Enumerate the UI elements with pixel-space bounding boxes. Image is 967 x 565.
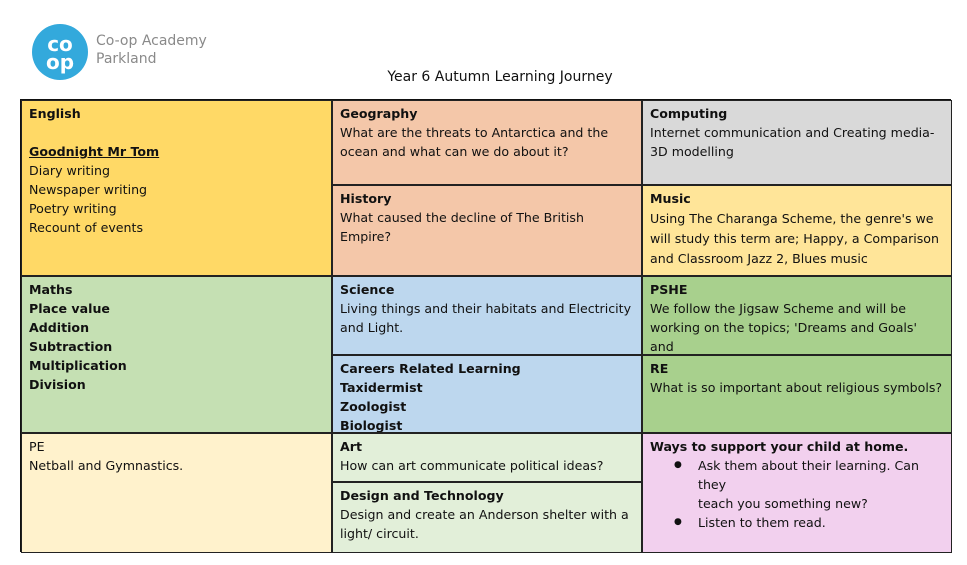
careers-item: Biologist — [340, 418, 403, 433]
learning-journey-grid — [20, 99, 951, 552]
geography-title: Geography — [340, 106, 418, 121]
re-line: What is so important about religious symbols? — [650, 380, 943, 395]
logo-letters-top: co — [47, 32, 73, 56]
science-title: Science — [340, 282, 395, 297]
support-list — [650, 456, 944, 532]
english-item: Newspaper writing — [29, 182, 148, 197]
english-title: English — [29, 106, 81, 121]
support-bullet — [698, 456, 944, 513]
computing-title: Computing — [650, 106, 728, 121]
support-title: Ways to support your child at home. — [650, 439, 909, 454]
support-bullet-line: teach you something new? — [698, 496, 868, 511]
art-title: Art — [340, 439, 362, 454]
history-cell — [332, 185, 642, 276]
page-title: Year 6 Autumn Learning Journey — [387, 69, 613, 85]
music-line: Using The Charanga Scheme, the genre's we — [650, 211, 934, 226]
school-name — [96, 32, 207, 68]
geography-line: ocean and what can we do about it? — [340, 144, 569, 159]
computing-cell — [642, 100, 952, 185]
maths-title: Maths — [29, 282, 73, 297]
pshe-line: working on the topics; 'Dreams and Goals' and — [650, 320, 917, 354]
history-line: Empire? — [340, 229, 392, 244]
history-line: What caused the decline of The British — [340, 210, 584, 225]
support-bullet — [698, 513, 944, 532]
music-line: will study this term are; Happy, a Comparison — [650, 231, 939, 246]
geography-cell — [332, 100, 642, 185]
history-title: History — [340, 191, 392, 206]
english-item: Poetry writing — [29, 201, 117, 216]
maths-item: Subtraction — [29, 339, 113, 354]
geography-line: What are the threats to Antarctica and the — [340, 125, 609, 140]
english-item: Recount of events — [29, 220, 144, 235]
music-line: and Classroom Jazz 2, Blues music — [650, 251, 868, 266]
dt-line: light/ circuit. — [340, 526, 419, 541]
pshe-title: PSHE — [650, 282, 688, 297]
careers-item: Zoologist — [340, 399, 407, 414]
re-title: RE — [650, 361, 669, 376]
computing-line: Internet communication and Creating media- — [650, 125, 935, 140]
maths-item: Place value — [29, 301, 110, 316]
support-bullet-line: ● Ask them about their learning. Can they — [698, 458, 919, 492]
careers-cell — [332, 355, 642, 433]
art-line: How can art communicate political ideas? — [340, 458, 604, 473]
re-cell — [642, 355, 952, 433]
logo-letters-bottom: op — [45, 50, 75, 74]
english-cell — [21, 100, 332, 276]
school-name-line2: Parkland — [96, 51, 157, 67]
english-item: Diary writing — [29, 163, 110, 178]
maths-cell — [21, 276, 332, 433]
music-cell — [642, 185, 952, 276]
maths-item: Multiplication — [29, 358, 127, 373]
english-book: Goodnight Mr Tom — [29, 144, 160, 159]
art-cell — [332, 433, 642, 482]
dt-cell — [332, 482, 642, 553]
pe-line: Netball and Gymnastics. — [29, 458, 184, 473]
pshe-line: We follow the Jigsaw Scheme and will be — [650, 301, 906, 316]
science-line: Living things and their habitats and Electricity — [340, 301, 632, 316]
science-line: and Light. — [340, 320, 404, 335]
pe-title: PE — [29, 439, 45, 454]
maths-item: Division — [29, 377, 86, 392]
music-title: Music — [650, 191, 691, 206]
careers-item: Taxidermist — [340, 380, 423, 395]
science-cell — [332, 276, 642, 355]
support-bullet-line: ● Listen to them read. — [698, 515, 826, 530]
careers-title: Careers Related Learning — [340, 361, 521, 376]
school-name-line1: Co-op Academy — [96, 33, 207, 49]
pe-cell — [21, 433, 332, 553]
computing-line: 3D modelling — [650, 144, 734, 159]
pshe-cell — [642, 276, 952, 355]
support-cell — [642, 433, 952, 553]
maths-item: Addition — [29, 320, 90, 335]
dt-title: Design and Technology — [340, 488, 504, 503]
dt-line: Design and create an Anderson shelter with a — [340, 507, 629, 522]
